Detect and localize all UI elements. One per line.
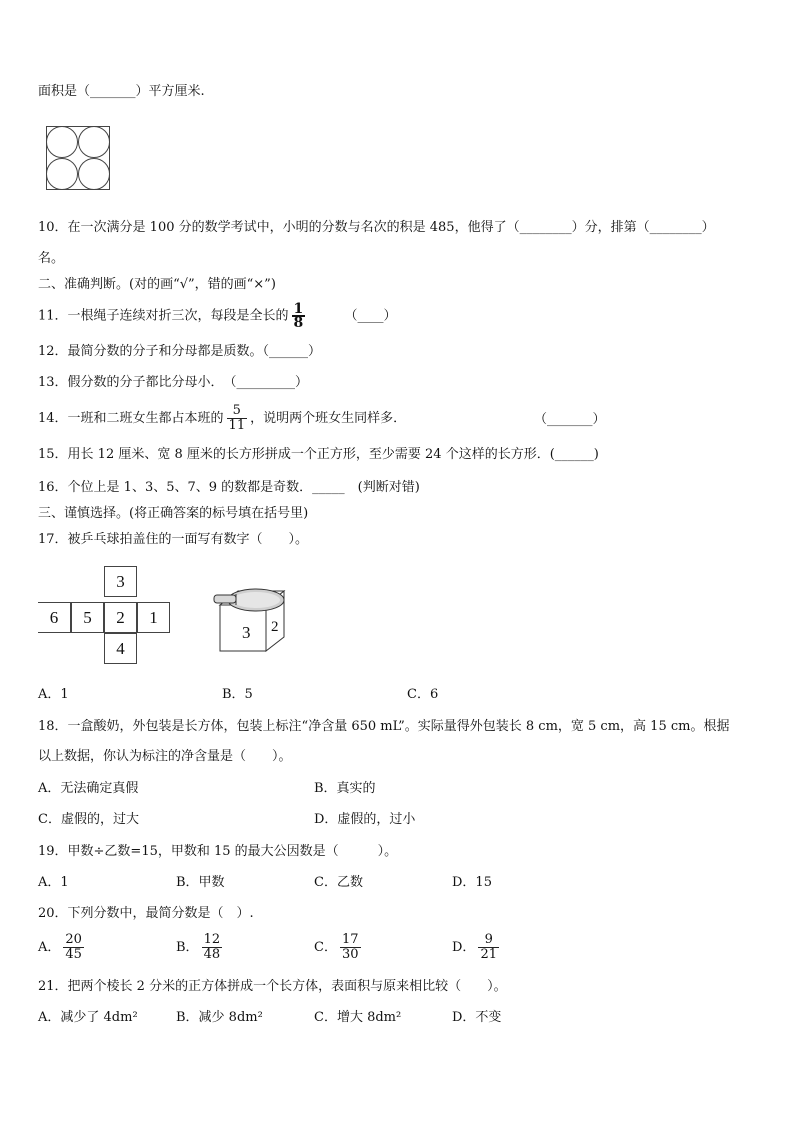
q11-answer-blank[interactable]: （____） bbox=[344, 308, 397, 324]
q20-option-d[interactable] bbox=[452, 930, 502, 966]
q20-c-num: 17 bbox=[341, 932, 359, 947]
net-face-left1: 5 bbox=[71, 602, 104, 633]
q20-option-a-fraction bbox=[63, 933, 84, 962]
q18-option-b[interactable]: B．真实的 bbox=[314, 781, 376, 796]
q20-option-a-label: A． bbox=[38, 940, 61, 955]
q10-line1: 10．在一次满分是 100 分的数学考试中，小明的分数与名次的积是 485，他得了（________）分，排第（________） bbox=[38, 220, 715, 235]
q11-frac-den: 8 bbox=[293, 315, 304, 331]
q14-answer-blank[interactable]: （_______） bbox=[534, 412, 606, 427]
q18-option-a[interactable]: A．无法确定真假 bbox=[38, 781, 139, 796]
net-face-bottom: 4 bbox=[104, 633, 137, 664]
q17-option-a[interactable]: A．1 bbox=[38, 687, 69, 702]
q20-a-num: 20 bbox=[65, 932, 82, 947]
q14-fraction bbox=[227, 404, 248, 433]
q18-option-d[interactable]: D．虚假的，过小 bbox=[314, 812, 416, 827]
q21-option-d[interactable]: D．不变 bbox=[452, 1010, 502, 1025]
section2-title: 二、准确判断。(对的画“√”，错的画“×”) bbox=[38, 277, 276, 292]
q21-option-c[interactable]: C．增大 8dm² bbox=[314, 1010, 402, 1025]
net-face-center: 2 bbox=[104, 602, 137, 633]
q20-option-b-label: B． bbox=[176, 940, 199, 955]
q19-option-c[interactable]: C．乙数 bbox=[314, 875, 363, 890]
q20-b-num: 12 bbox=[203, 932, 221, 947]
four-circles-figure bbox=[46, 126, 110, 190]
q21-option-b[interactable]: B．减少 8dm² bbox=[176, 1010, 263, 1025]
q18-line2: 以上数据，你认为标注的净含量是（ ）。 bbox=[38, 749, 292, 764]
cube-with-paddle-figure bbox=[212, 583, 292, 655]
q11 bbox=[38, 303, 396, 329]
q14-frac-num: 5 bbox=[232, 403, 241, 418]
q19-option-d[interactable]: D．15 bbox=[452, 875, 492, 890]
cube-net-figure bbox=[38, 566, 178, 666]
q20-option-b[interactable] bbox=[176, 930, 225, 966]
q20-b-den: 48 bbox=[203, 947, 221, 962]
q14 bbox=[38, 403, 406, 435]
q10-line2: 名。 bbox=[38, 251, 65, 266]
q20-d-den: 21 bbox=[480, 947, 497, 962]
q19-option-a[interactable]: A．1 bbox=[38, 875, 69, 890]
net-face-top: 3 bbox=[104, 566, 137, 597]
q20-option-b-fraction bbox=[202, 933, 223, 962]
q20-c-den: 30 bbox=[341, 947, 359, 962]
q19-option-b[interactable]: B．甲数 bbox=[176, 875, 225, 890]
q20-text: 20．下列分数中，最简分数是（ ）. bbox=[38, 906, 254, 921]
q21-option-a[interactable]: A．减少了 4dm² bbox=[38, 1010, 138, 1025]
net-face-right: 1 bbox=[137, 602, 170, 633]
q20-a-den: 45 bbox=[65, 947, 82, 962]
q18-line1: 18．一盒酸奶，外包装是长方体，包装上标注“净含量 650 mL”。实际量得外包装长 8 cm，宽 5 cm，高 15 cm。根据 bbox=[38, 719, 730, 734]
q17-text: 17．被乒乓球拍盖住的一面写有数字（ ）。 bbox=[38, 532, 309, 547]
q14-text-b: ，说明两个班女生同样多． bbox=[250, 411, 407, 426]
q20-option-c-fraction bbox=[340, 933, 361, 962]
q20-option-d-fraction bbox=[478, 933, 499, 962]
q13-text: 13．假分数的分子都比分母小． （_________） bbox=[38, 375, 309, 390]
q20-option-a[interactable] bbox=[38, 930, 87, 966]
q19-text: 19．甲数÷乙数=15，甲数和 15 的最大公因数是（ ）。 bbox=[38, 844, 398, 859]
q11-text: 11．一根绳子连续对折三次，每段是全长的 bbox=[38, 308, 289, 324]
q20-option-d-label: D． bbox=[452, 940, 476, 955]
q21-text: 21．把两个棱长 2 分米的正方体拼成一个长方体，表面积与原来相比较（ ）。 bbox=[38, 979, 507, 994]
q12-text: 12．最简分数的分子和分母都是质数。（______） bbox=[38, 344, 322, 359]
q15-text: 15．用长 12 厘米、宽 8 厘米的长方形拼成一个正方形，至少需要 24 个这样的长方形．(______) bbox=[38, 447, 599, 462]
cube-side-digit: 2 bbox=[271, 619, 279, 635]
q20-d-num: 9 bbox=[484, 932, 493, 947]
cube-front-digit: 3 bbox=[242, 623, 251, 642]
q20-option-c-label: C． bbox=[314, 940, 337, 955]
q11-fraction bbox=[292, 303, 306, 329]
q14-frac-den: 11 bbox=[228, 418, 246, 433]
q18-option-c[interactable]: C．虚假的，过大 bbox=[38, 812, 139, 827]
q11-frac-num: 1 bbox=[293, 301, 304, 317]
q9-text: 面积是（_______）平方厘米. bbox=[38, 84, 205, 99]
q16-text: 16．个位上是 1、3、5、7、9 的数都是奇数．_____ (判断对错) bbox=[38, 480, 420, 495]
q17-option-c[interactable]: C．6 bbox=[407, 687, 439, 702]
q17-option-b[interactable]: B．5 bbox=[222, 687, 253, 702]
q14-text-a: 14．一班和二班女生都占本班的 bbox=[38, 411, 224, 426]
net-face-left2: 6 bbox=[38, 602, 71, 633]
q20-option-c[interactable] bbox=[314, 930, 364, 966]
section3-title: 三、谨慎选择。(将正确答案的标号填在括号里) bbox=[38, 506, 309, 521]
